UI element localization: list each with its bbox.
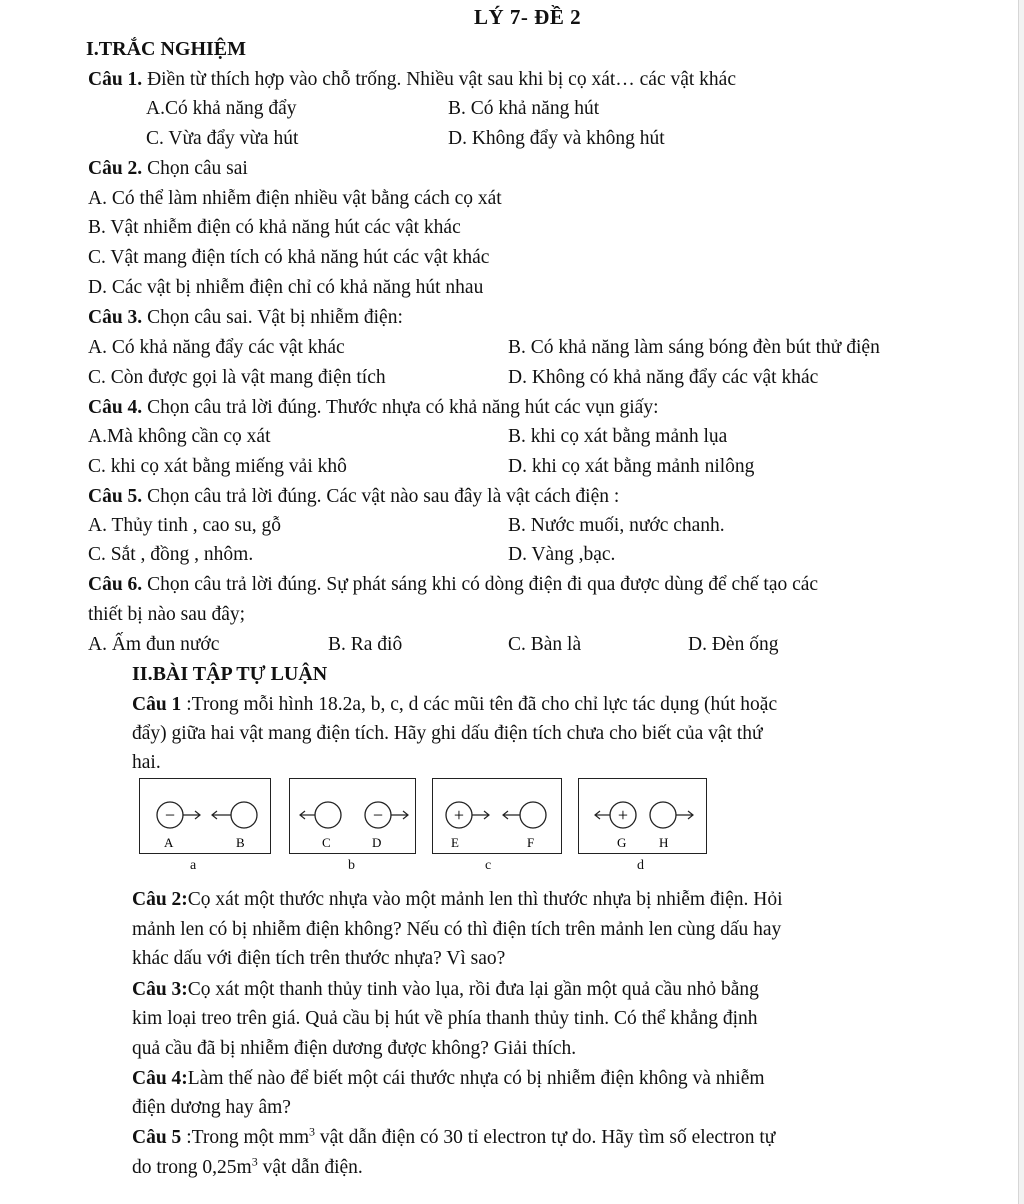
question-1: Câu 1. Điền từ thích hợp vào chỗ trống. Nhiều vật sau khi bị cọ xát… các vật khác bbox=[88, 69, 736, 90]
option-4b: B. khi cọ xát bằng mảnh lụa bbox=[508, 426, 728, 447]
section-heading-multiple-choice: I.TRẮC NGHIỆM bbox=[86, 38, 247, 60]
figure-caption-b: b bbox=[348, 858, 355, 873]
option-3d: D. Không có khả năng đẩy các vật khác bbox=[508, 367, 819, 388]
figure-panel-a bbox=[139, 778, 271, 854]
panel-c-drawing bbox=[433, 779, 561, 853]
option-1d: D. Không đẩy và không hút bbox=[448, 128, 665, 149]
option-2a: A. Có thể làm nhiễm điện nhiều vật bằng cách cọ xát bbox=[88, 188, 502, 209]
panel-d-drawing bbox=[579, 779, 706, 853]
option-4d: D. khi cọ xát bằng mảnh nilông bbox=[508, 456, 755, 477]
object-label-h: H bbox=[659, 835, 669, 850]
essay-question-3: Câu 3:Cọ xát một thanh thủy tinh vào lụa, rồi đưa lại gần một quả cầu nhỏ bằng bbox=[132, 979, 759, 1000]
option-6a: A. Ấm đun nước bbox=[88, 634, 220, 655]
charge-sign-e: + bbox=[453, 805, 465, 825]
object-label-e: E bbox=[451, 835, 459, 850]
option-6d: D. Đèn ống bbox=[688, 634, 779, 655]
essay-question-3-line-2: kim loại treo trên giá. Quả cầu bị hút về phía thanh thủy tinh. Có thể khẳng định bbox=[132, 1008, 758, 1029]
essay-question-1-line-2: đẩy) giữa hai vật mang điện tích. Hãy ghi dấu điện tích chưa cho biết của vật thứ bbox=[132, 723, 763, 744]
question-4: Câu 4. Chọn câu trả lời đúng. Thước nhựa có khả năng hút các vụn giấy: bbox=[88, 397, 659, 418]
option-2b: B. Vật nhiễm điện có khả năng hút các vật khác bbox=[88, 217, 461, 238]
option-3b: B. Có khả năng làm sáng bóng đèn bút thử điện bbox=[508, 337, 880, 358]
option-6b: B. Ra điô bbox=[328, 634, 403, 655]
option-6c: C. Bàn là bbox=[508, 634, 582, 655]
question-5: Câu 5. Chọn câu trả lời đúng. Các vật nào sau đây là vật cách điện : bbox=[88, 486, 620, 507]
essay-question-2: Câu 2:Cọ xát một thước nhựa vào một mảnh len thì thước nhựa bị nhiễm điện. Hỏi bbox=[132, 889, 783, 910]
charge-sign-d: − bbox=[372, 805, 384, 825]
object-label-f: F bbox=[527, 835, 535, 850]
option-2c: C. Vật mang điện tích có khả năng hút các vật khác bbox=[88, 247, 490, 268]
essay-question-2-line-3: khác dấu với điện tích trên thước nhựa? Vì sao? bbox=[132, 948, 506, 969]
figure-caption-d: d bbox=[637, 858, 644, 873]
option-5c: C. Sắt , đồng , nhôm. bbox=[88, 544, 254, 565]
option-1b: B. Có khả năng hút bbox=[448, 98, 600, 119]
object-label-c: C bbox=[322, 835, 331, 850]
essay-question-1: Câu 1 :Trong mỗi hình 18.2a, b, c, d các mũi tên đã cho chỉ lực tác dụng (hút hoặc bbox=[132, 694, 778, 715]
essay-question-1-line-3: hai. bbox=[132, 752, 161, 773]
option-2d: D. Các vật bị nhiễm điện chỉ có khả năng hút nhau bbox=[88, 277, 484, 298]
option-5b: B. Nước muối, nước chanh. bbox=[508, 515, 725, 536]
object-label-d: D bbox=[372, 835, 382, 850]
option-1a: A.Có khả năng đẩy bbox=[146, 98, 297, 119]
charge-sign-g: + bbox=[617, 805, 629, 825]
essay-question-3-line-3: quả cầu đã bị nhiễm điện dương được không? Giải thích. bbox=[132, 1038, 577, 1059]
figure-panel-c bbox=[432, 778, 562, 854]
essay-question-2-line-2: mảnh len có bị nhiễm điện không? Nếu có thì điện tích trên mảnh len cùng dấu hay bbox=[132, 919, 782, 940]
figure-panel-b bbox=[289, 778, 416, 854]
charge-sign-a: − bbox=[164, 805, 176, 825]
essay-question-5: Câu 5 :Trong một $mm^3$ vật dẫn điện có 30 tỉ electron tự do. Hãy tìm số electron tự bbox=[132, 1124, 776, 1148]
figure-panel-d bbox=[578, 778, 707, 854]
option-3c: C. Còn được gọi là vật mang điện tích bbox=[88, 367, 386, 388]
option-1c: C. Vừa đẩy vừa hút bbox=[146, 128, 299, 149]
section-heading-essay: II.BÀI TẬP TỰ LUẬN bbox=[132, 663, 328, 685]
question-6: Câu 6. Chọn câu trả lời đúng. Sự phát sáng khi có dòng điện đi qua được dùng để chế tạo các bbox=[88, 574, 819, 595]
option-5a: A. Thủy tinh , cao su, gỗ bbox=[88, 515, 282, 536]
figure-caption-c: c bbox=[485, 858, 492, 873]
option-4a: A.Mà không cần cọ xát bbox=[88, 426, 271, 447]
question-6-continued: thiết bị nào sau đây; bbox=[88, 604, 246, 625]
panel-b-drawing bbox=[290, 779, 415, 853]
object-label-g: G bbox=[617, 835, 627, 850]
question-2: Câu 2. Chọn câu sai bbox=[88, 158, 248, 179]
essay-question-5-line-2: do trong $0,25m^3$ vật dẫn điện. bbox=[132, 1154, 363, 1178]
object-label-a: A bbox=[164, 835, 174, 850]
question-3: Câu 3. Chọn câu sai. Vật bị nhiễm điện: bbox=[88, 307, 403, 328]
page-title: LÝ 7- ĐỀ 2 bbox=[474, 5, 582, 29]
object-label-b: B bbox=[236, 835, 245, 850]
option-3a: A. Có khả năng đẩy các vật khác bbox=[88, 337, 345, 358]
option-5d: D. Vàng ,bạc. bbox=[508, 544, 616, 565]
essay-question-4-line-2: điện dương hay âm? bbox=[132, 1097, 291, 1118]
option-4c: C. khi cọ xát bằng miếng vải khô bbox=[88, 456, 347, 477]
panel-a-drawing bbox=[140, 779, 270, 853]
figure-caption-a: a bbox=[190, 858, 197, 873]
essay-question-4: Câu 4:Làm thế nào để biết một cái thước nhựa có bị nhiễm điện không và nhiễm bbox=[132, 1068, 765, 1089]
